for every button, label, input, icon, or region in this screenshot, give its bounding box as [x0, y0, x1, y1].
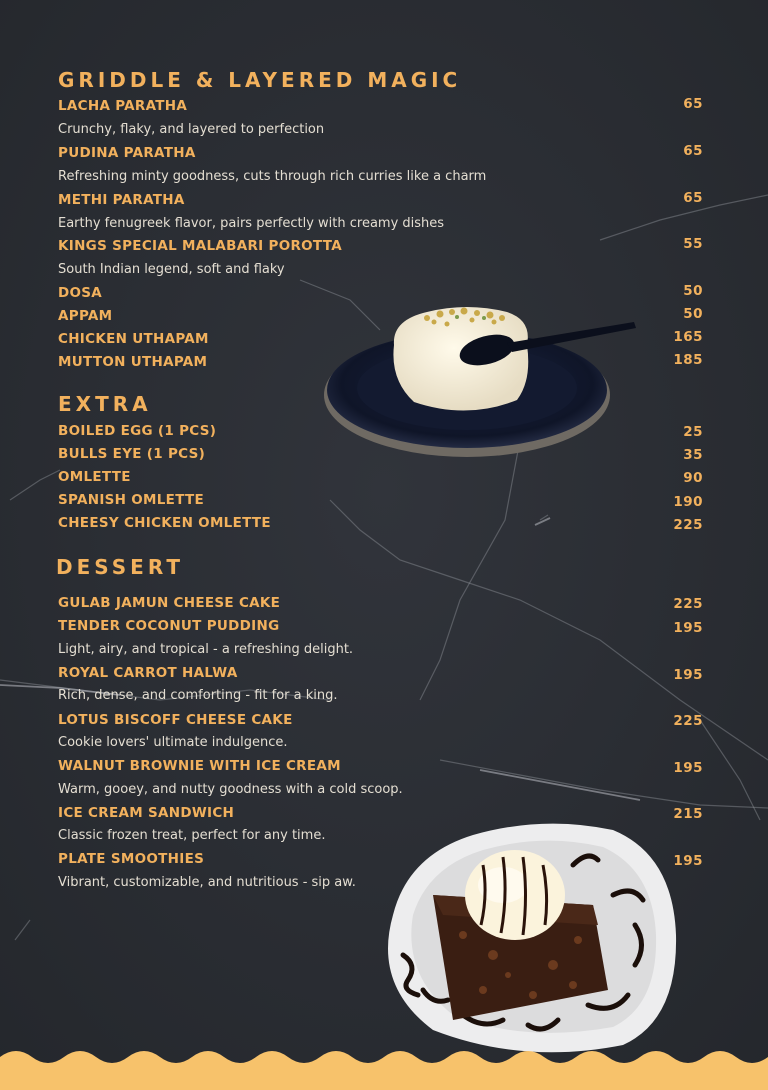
menu-item-name: LACHA PARATHA — [58, 98, 188, 114]
menu-item-price: 190 — [673, 494, 703, 510]
menu-item-description: South Indian legend, soft and flaky — [58, 262, 285, 277]
menu-item-name: KINGS SPECIAL MALABARI POROTTA — [58, 238, 342, 254]
menu-item-name: OMLETTE — [58, 469, 131, 485]
menu-item-price: 195 — [673, 667, 703, 683]
menu-item-name: CHEESY CHICKEN OMLETTE — [58, 515, 271, 531]
menu-item-name: CHICKEN UTHAPAM — [58, 331, 209, 347]
menu-item-name: LOTUS BISCOFF CHEESE CAKE — [58, 712, 293, 728]
menu-item-price: 165 — [673, 329, 703, 345]
menu-item-price: 195 — [673, 853, 703, 869]
menu-item-name: SPANISH OMLETTE — [58, 492, 205, 508]
menu-item-name: MUTTON UTHAPAM — [58, 354, 208, 370]
menu-item-price: 215 — [673, 806, 703, 822]
menu-item-price: 35 — [683, 447, 703, 463]
menu-item-name: ROYAL CARROT HALWA — [58, 665, 238, 681]
menu-item-name: ICE CREAM SANDWICH — [58, 805, 235, 821]
menu-item-description: Cookie lovers' ultimate indulgence. — [58, 735, 288, 750]
menu-item-description: Warm, gooey, and nutty goodness with a cold scoop. — [58, 782, 403, 797]
menu-item-description: Classic frozen treat, perfect for any time. — [58, 828, 326, 843]
menu-item-price: 25 — [683, 424, 703, 440]
bottom-wave-border — [0, 1045, 768, 1090]
section-title-extra: EXTRA — [58, 392, 152, 416]
menu-item-name: PUDINA PARATHA — [58, 145, 196, 161]
menu-item-price: 65 — [683, 190, 703, 206]
menu-item-price: 225 — [673, 713, 703, 729]
menu-item-name: PLATE SMOOTHIES — [58, 851, 205, 867]
menu-item-name: BOILED EGG (1 PCS) — [58, 423, 217, 439]
pudding-plate-image — [322, 300, 642, 470]
menu-item-description: Vibrant, customizable, and nutritious - sip aw. — [58, 875, 356, 890]
menu-item-name: GULAB JAMUN CHEESE CAKE — [58, 595, 281, 611]
menu-item-description: Refreshing minty goodness, cuts through rich curries like a charm — [58, 169, 487, 184]
menu-item-price: 195 — [673, 620, 703, 636]
section-title-dessert: DESSERT — [56, 555, 184, 579]
menu-item-price: 50 — [683, 283, 703, 299]
section-title-griddle: GRIDDLE & LAYERED MAGIC — [58, 68, 462, 92]
menu-item-description: Earthy fenugreek flavor, pairs perfectly with creamy dishes — [58, 216, 445, 231]
menu-item-price: 90 — [683, 470, 703, 486]
menu-item-price: 225 — [673, 517, 703, 533]
menu-item-name: TENDER COCONUT PUDDING — [58, 618, 280, 634]
menu-item-description: Crunchy, flaky, and layered to perfection — [58, 122, 325, 137]
menu-item-name: METHI PARATHA — [58, 192, 185, 208]
menu-item-price: 65 — [683, 96, 703, 112]
menu-item-name: DOSA — [58, 285, 103, 301]
menu-item-price: 50 — [683, 306, 703, 322]
menu-item-price: 195 — [673, 760, 703, 776]
menu-item-price: 185 — [673, 352, 703, 368]
menu-item-price: 65 — [683, 143, 703, 159]
menu-item-price: 55 — [683, 236, 703, 252]
menu-item-description: Light, airy, and tropical - a refreshing delight. — [58, 642, 354, 657]
menu-item-name: WALNUT BROWNIE WITH ICE CREAM — [58, 758, 341, 774]
brownie-ice-cream-image — [373, 815, 683, 1055]
menu-item-description: Rich, dense, and comforting - fit for a king. — [58, 688, 338, 703]
menu-item-name: BULLS EYE (1 PCS) — [58, 446, 206, 462]
menu-item-name: APPAM — [58, 308, 113, 324]
menu-item-price: 225 — [673, 596, 703, 612]
